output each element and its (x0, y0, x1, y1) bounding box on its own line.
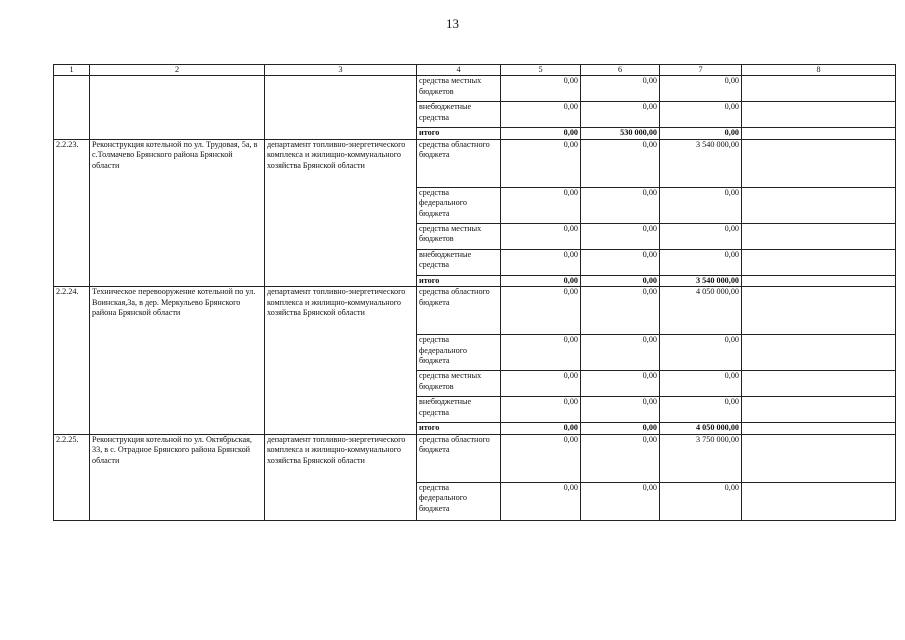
funding-source: средства федерального бюджета (417, 482, 501, 520)
funding-source: средства областного бюджета (417, 287, 501, 335)
value-col-5: 0,00 (501, 397, 581, 423)
column-number-row (54, 65, 896, 76)
column-number: 1 (54, 65, 90, 76)
value-col-8 (742, 139, 896, 187)
funding-source: средства местных бюджетов (417, 371, 501, 397)
funding-source: средства федерального бюджета (417, 187, 501, 223)
value-col-6: 0,00 (581, 371, 660, 397)
value-col-8 (742, 397, 896, 423)
table-row (54, 139, 896, 187)
table-row (54, 76, 896, 102)
column-number: 2 (90, 65, 265, 76)
funding-source: средства областного бюджета (417, 434, 501, 482)
funding-source: внебюджетные средства (417, 249, 501, 275)
funding-source: итого (417, 275, 501, 287)
value-col-7: 4 050 000,00 (660, 287, 742, 335)
value-col-5: 0,00 (501, 139, 581, 187)
item-name: Реконструкция котельной по ул. Октябрьская, 33, в с. Отрадное Брянского района Брянской области (90, 434, 265, 520)
funding-source: средства областного бюджета (417, 139, 501, 187)
budget-table (53, 64, 896, 521)
value-col-7: 0,00 (660, 102, 742, 128)
value-col-7: 0,00 (660, 223, 742, 249)
column-number: 7 (660, 65, 742, 76)
value-col-7: 4 050 000,00 (660, 423, 742, 435)
value-col-5: 0,00 (501, 423, 581, 435)
item-executor: департамент топливно-энергетического комплекса и жилищно-коммунального хозяйства Брянской области (265, 139, 417, 287)
value-col-7: 3 540 000,00 (660, 275, 742, 287)
value-col-6: 0,00 (581, 223, 660, 249)
value-col-6: 0,00 (581, 434, 660, 482)
value-col-5: 0,00 (501, 187, 581, 223)
value-col-7: 0,00 (660, 482, 742, 520)
item-code: 2.2.24. (54, 287, 90, 435)
funding-source: итого (417, 423, 501, 435)
value-col-6: 0,00 (581, 187, 660, 223)
value-col-5: 0,00 (501, 482, 581, 520)
value-col-7: 3 540 000,00 (660, 139, 742, 187)
funding-source: внебюджетные средства (417, 102, 501, 128)
value-col-8 (742, 128, 896, 140)
funding-source: средства федерального бюджета (417, 335, 501, 371)
value-col-6: 0,00 (581, 139, 660, 187)
value-col-7: 0,00 (660, 187, 742, 223)
value-col-8 (742, 275, 896, 287)
value-col-5: 0,00 (501, 76, 581, 102)
value-col-5: 0,00 (501, 128, 581, 140)
column-number: 6 (581, 65, 660, 76)
value-col-6: 0,00 (581, 482, 660, 520)
item-name: Реконструкция котельной по ул. Трудовая, 5а, в с.Толмачево Брянского района Брянской области (90, 139, 265, 287)
value-col-8 (742, 482, 896, 520)
item-name: Техническое перевооружение котельной по ул. Воинская,3а, в дер. Меркульево Брянского района Брянской области (90, 287, 265, 435)
item-executor: департамент топливно-энергетического комплекса и жилищно-коммунального хозяйства Брянской области (265, 434, 417, 520)
table-row (54, 434, 896, 482)
value-col-8 (742, 423, 896, 435)
value-col-8 (742, 335, 896, 371)
value-col-6: 0,00 (581, 275, 660, 287)
value-col-7: 3 750 000,00 (660, 434, 742, 482)
value-col-8 (742, 187, 896, 223)
item-code (54, 76, 90, 140)
value-col-8 (742, 249, 896, 275)
funding-source: внебюджетные средства (417, 397, 501, 423)
value-col-8 (742, 223, 896, 249)
value-col-5: 0,00 (501, 335, 581, 371)
value-col-7: 0,00 (660, 397, 742, 423)
item-code: 2.2.23. (54, 139, 90, 287)
value-col-8 (742, 102, 896, 128)
value-col-5: 0,00 (501, 249, 581, 275)
value-col-6: 0,00 (581, 249, 660, 275)
table-row (54, 287, 896, 335)
value-col-8 (742, 76, 896, 102)
value-col-5: 0,00 (501, 102, 581, 128)
value-col-6: 0,00 (581, 397, 660, 423)
value-col-5: 0,00 (501, 434, 581, 482)
value-col-7: 0,00 (660, 76, 742, 102)
item-code: 2.2.25. (54, 434, 90, 520)
value-col-8 (742, 434, 896, 482)
value-col-6: 0,00 (581, 423, 660, 435)
value-col-7: 0,00 (660, 335, 742, 371)
value-col-6: 0,00 (581, 335, 660, 371)
value-col-6: 0,00 (581, 76, 660, 102)
funding-source: итого (417, 128, 501, 140)
funding-source: средства местных бюджетов (417, 223, 501, 249)
value-col-6: 0,00 (581, 287, 660, 335)
value-col-7: 0,00 (660, 128, 742, 140)
value-col-8 (742, 287, 896, 335)
item-executor: департамент топливно-энергетического комплекса и жилищно-коммунального хозяйства Брянской области (265, 287, 417, 435)
item-name (90, 76, 265, 140)
value-col-5: 0,00 (501, 223, 581, 249)
funding-source: средства местных бюджетов (417, 76, 501, 102)
column-number: 3 (265, 65, 417, 76)
value-col-7: 0,00 (660, 249, 742, 275)
value-col-6: 0,00 (581, 102, 660, 128)
value-col-5: 0,00 (501, 287, 581, 335)
item-executor (265, 76, 417, 140)
column-number: 8 (742, 65, 896, 76)
page-number: 13 (446, 16, 459, 31)
column-number: 5 (501, 65, 581, 76)
value-col-5: 0,00 (501, 371, 581, 397)
value-col-5: 0,00 (501, 275, 581, 287)
value-col-6: 530 000,00 (581, 128, 660, 140)
value-col-8 (742, 371, 896, 397)
column-number: 4 (417, 65, 501, 76)
value-col-7: 0,00 (660, 371, 742, 397)
